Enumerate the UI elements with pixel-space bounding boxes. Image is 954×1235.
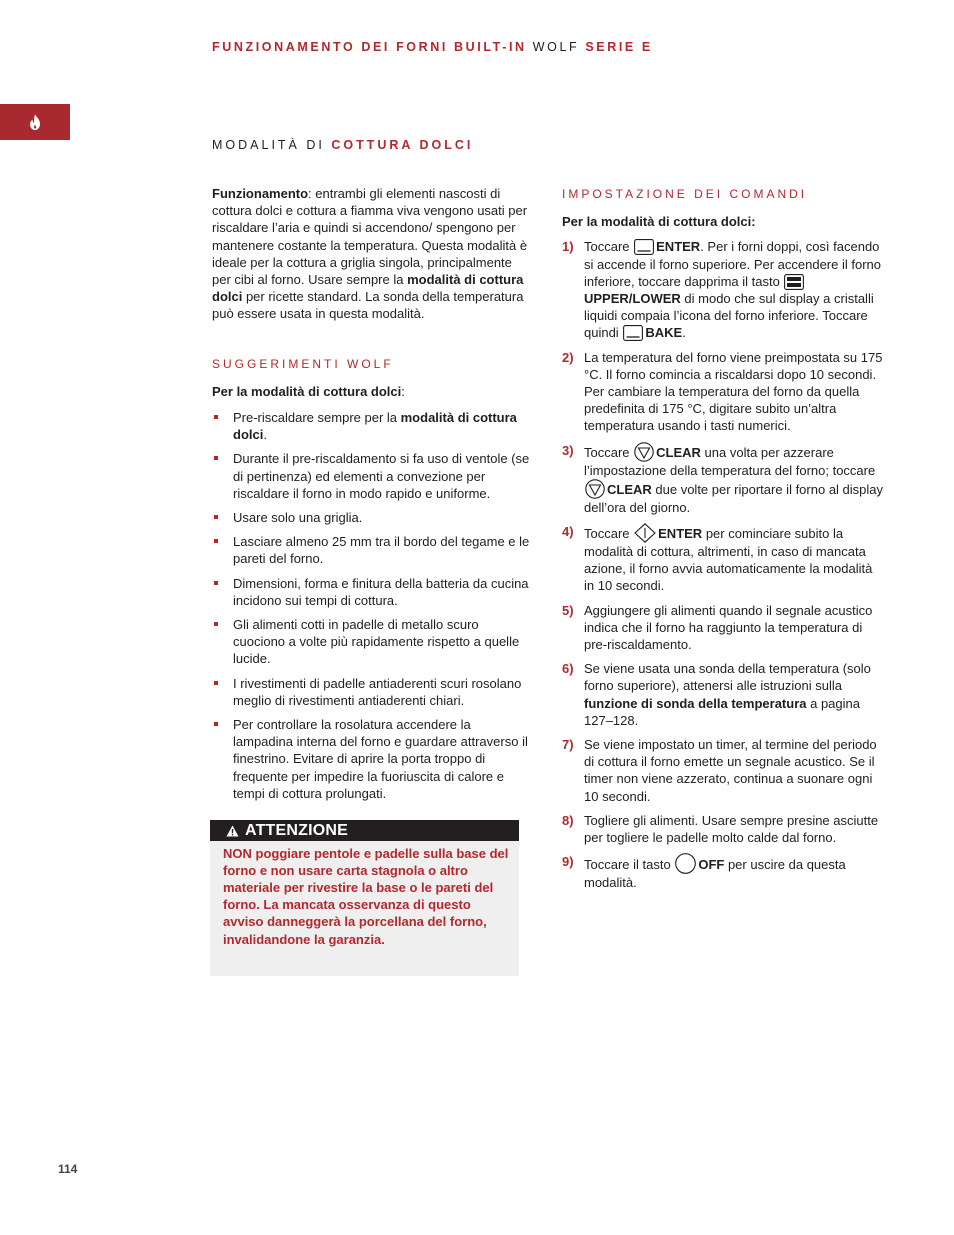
controls-heading: IMPOSTAZIONE DEI COMANDI	[562, 187, 808, 201]
step-text: di modo che sul display a cristalli liquidi compaia l’icona del forno inferiore. Toccare quindi	[584, 291, 874, 341]
tip-text: Gli alimenti cotti in padelle di metallo scuro cuociono a volte più rapidamente rispetto a quelle lucide.	[233, 617, 520, 667]
intro-bold: modalità di cottura dolci	[212, 272, 524, 305]
clear-key-icon	[634, 442, 654, 462]
step-item	[562, 812, 884, 846]
tip-text-end: .	[263, 427, 267, 443]
step-number: 4)	[562, 524, 574, 540]
tip-item	[212, 533, 534, 567]
intro-text-end: per ricette standard. La sonda della temperatura può essere usata in questa modalità.	[212, 289, 524, 322]
bullet	[214, 622, 218, 626]
step-item	[562, 660, 884, 729]
step-item	[562, 523, 884, 595]
controls-lead: Per la modalità di cottura dolci:	[562, 214, 756, 230]
step-text: una volta per azzerare l’impostazione della temperatura del forno; toccare	[584, 444, 876, 478]
warning-box	[210, 820, 519, 976]
off-key-icon	[675, 853, 696, 874]
bullet	[214, 456, 218, 460]
page-number: 114	[58, 1162, 78, 1176]
key-label: ENTER	[658, 526, 703, 542]
warning-header	[210, 820, 519, 841]
tip-item	[212, 450, 534, 502]
step-text: Toccare	[584, 239, 634, 255]
tips-heading: SUGGERIMENTI WOLF	[212, 356, 394, 371]
step-text: Toccare il tasto	[584, 857, 675, 873]
tip-item	[212, 409, 534, 443]
step-text: due volte per riportare il forno al display dell’ora del giorno.	[584, 481, 884, 515]
intro-text: : entrambi gli elementi nascosti di cottura dolci e cottura a fiamma viva vengono usati per riscaldare l’aria e quindi si accendono/ spengono per mantenere costante la temperatura. Questa modalità è ideale per la cottura a griglia singola, principalmente per cibi al forno. Usare sempre la	[212, 186, 528, 288]
tip-text: Dimensioni, forma e finitura della batteria da cucina incidono sui tempi di cottura.	[233, 575, 529, 608]
step-text: Toccare	[584, 526, 634, 542]
bullet	[214, 581, 218, 585]
section-title	[212, 138, 473, 152]
step-item	[562, 602, 884, 654]
tips-lead-colon: :	[401, 383, 405, 399]
header-title: FUNZIONAMENTO DEI FORNI BUILT-IN	[212, 40, 527, 54]
key-label: ENTER	[656, 239, 701, 255]
key-label: BAKE	[645, 325, 683, 341]
clear-key-icon	[585, 479, 605, 499]
bullet	[214, 539, 218, 543]
step-text: per cominciare subito la modalità di cottura, altrimenti, in caso di mancata azione, il forno avvia automaticamente la modalità in 10 secondi.	[584, 526, 873, 594]
step-text: Togliere gli alimenti. Usare sempre presine asciutte per togliere le padelle molto calde dal forno.	[584, 812, 879, 846]
bullet	[214, 415, 218, 419]
running-header	[212, 40, 653, 54]
step-item	[562, 442, 884, 516]
bullet	[214, 722, 218, 726]
key-label: CLEAR	[656, 444, 701, 460]
step-number: 9)	[562, 854, 574, 870]
tip-item	[212, 716, 534, 802]
step-number: 6)	[562, 661, 574, 677]
step-text: per uscire da questa modalità.	[584, 857, 846, 891]
step-number: 8)	[562, 812, 574, 828]
step-item	[562, 736, 884, 805]
tip-item	[212, 675, 534, 709]
tip-item	[212, 616, 534, 668]
step-text: Aggiungere gli alimenti quando il segnale acustico indica che il forno ha raggiunto la temperatura di pre-riscaldamento.	[584, 602, 873, 653]
step-number: 1)	[562, 239, 574, 255]
bake-key-icon	[623, 325, 643, 341]
tip-text: Usare solo una griglia.	[233, 510, 363, 526]
tip-text: Lasciare almeno 25 mm tra il bordo del tegame e le pareti del forno.	[233, 534, 530, 567]
enter-key-icon	[634, 239, 654, 255]
step-item	[562, 349, 884, 435]
bullet	[214, 681, 218, 685]
intro-lead: Funzionamento	[212, 186, 309, 201]
section-tab	[0, 104, 70, 140]
tips-lead	[212, 383, 534, 400]
key-label: UPPER/LOWER	[584, 291, 681, 307]
tip-text: I rivestimenti di padelle antiaderenti scuri rosolano meglio di rivestimenti antiaderenti chiari.	[233, 675, 522, 708]
step-number: 5)	[562, 602, 574, 618]
tip-bold: modalità di cottura dolci	[233, 410, 517, 443]
section-title-prefix: MODALITÀ DI	[212, 138, 325, 152]
tips-lead-bold: Per la modalità di cottura dolci	[212, 383, 402, 399]
left-column	[212, 185, 534, 976]
step-text: Toccare	[584, 444, 634, 460]
step-text: . Per i forni doppi, così facendo si accende il forno superiore. Per accendere il forno inferiore, toccare dapprima il tasto	[584, 239, 881, 289]
key-label: OFF	[698, 857, 725, 873]
header-series: SERIE E	[585, 40, 653, 54]
key-label: CLEAR	[607, 481, 652, 497]
upper-lower-key-icon	[784, 274, 804, 290]
step-text: .	[682, 325, 686, 341]
intro-paragraph	[212, 185, 534, 323]
step-text: La temperatura del forno viene preimpostata su 175 °C. Il forno comincia a riscaldarsi dopo 10 secondi. Per cambiare la temperatura del forno da quella predefinita di 175 °C, digitare subito un’altra temperatura usando i tasti numerici.	[584, 349, 883, 434]
step-item	[562, 853, 884, 891]
section-title-name: COTTURA DOLCI	[331, 138, 474, 152]
tip-text: Pre-riscaldare sempre per la	[233, 410, 401, 426]
right-column	[562, 186, 884, 899]
warning-title: ATTENZIONE	[245, 821, 349, 839]
step-text: Se viene usata una sonda della temperatura (solo forno superiore), attenersi alle istruzioni sulla	[584, 661, 871, 694]
step-number: 2)	[562, 349, 574, 365]
step-bold: funzione di sonda della temperatura	[584, 695, 807, 711]
tip-item	[212, 509, 534, 526]
tip-text: Durante il pre-riscaldamento si fa uso di ventole (se di pertinenza) ed elementi a convezione per riscaldare il forno in modo rapido e uniforme.	[233, 451, 530, 501]
step-text: Se viene impostato un timer, al termine del periodo di cottura il forno emette un segnale acustico. Se il timer non viene azzerato, continua a suonare ogni 10 secondi.	[584, 737, 877, 804]
tips-list	[212, 409, 534, 802]
warning-triangle-icon	[226, 825, 239, 837]
bullet	[214, 515, 218, 519]
step-number: 3)	[562, 442, 574, 458]
flame-icon	[28, 114, 42, 130]
step-number: 7)	[562, 737, 574, 753]
step-item	[562, 238, 884, 341]
tip-item	[212, 575, 534, 609]
header-brand: WOLF	[532, 40, 580, 54]
step-text: a pagina 127–128.	[584, 695, 860, 728]
warning-text: NON poggiare pentole e padelle sulla base del forno e non usare carta stagnola o altro materiale per rivestire la base o le pareti del forno. La mancata osservanza di questo avviso danneggerà la porcellana del forno, invalidandone la garanzia.	[210, 841, 519, 976]
tip-text: Per controllare la rosolatura accendere la lampadina interna del forno e guardare attraverso il finestrino. Evitare di aprire la porta troppo di frequente per impedire la fuoriuscita di calore e tempi di cottura prolungati.	[233, 717, 528, 801]
enter-diamond-key-icon	[634, 523, 656, 543]
steps-list	[562, 238, 884, 891]
